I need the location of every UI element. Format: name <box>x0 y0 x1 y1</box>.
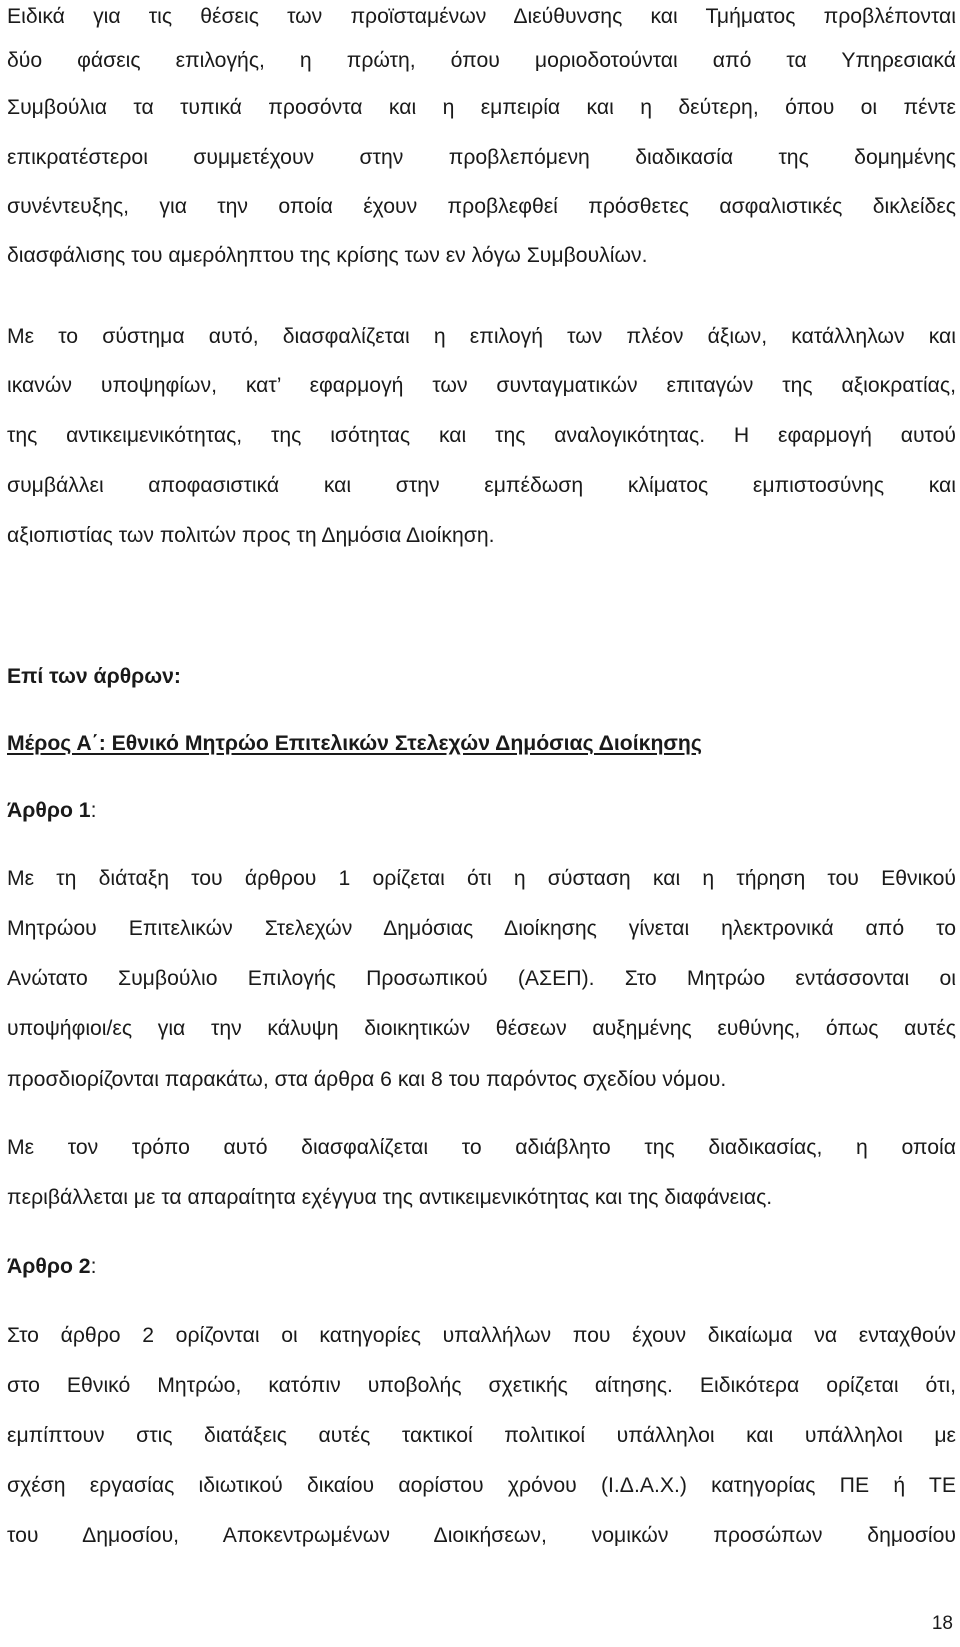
paragraph-1-line-4: επικρατέστεροι συμμετέχουν στην προβλεπόμενη διαδικασία της δομημένης <box>7 146 956 169</box>
paragraph-3-line-4: υποψήφιοι/ες για την κάλυψη διοικητικών θέσεων αυξημένης ευθύνης, όπως αυτές <box>7 1017 956 1040</box>
part-a-heading: Μέρος Α΄: Εθνικό Μητρώο Επιτελικών Στελεχών Δημόσιας Διοίκησης <box>7 732 702 755</box>
paragraph-3-line-2: Μητρώου Επιτελικών Στελεχών Δημόσιας Διοίκησης γίνεται ηλεκτρονικά από το <box>7 917 956 940</box>
paragraph-5-line-4: σχέση εργασίας ιδιωτικού δικαίου αορίστου χρόνου (Ι.Δ.Α.Χ.) κατηγορίας ΠΕ ή ΤΕ <box>7 1474 956 1497</box>
paragraph-5-line-1: Στο άρθρο 2 ορίζονται οι κατηγορίες υπαλλήλων που έχουν δικαίωμα να ενταχθούν <box>7 1324 956 1347</box>
articles-title: Επί των άρθρων: <box>7 665 181 688</box>
paragraph-2-line-1: Με το σύστημα αυτό, διασφαλίζεται η επιλογή των πλέον άξιων, κατάλληλων και <box>7 325 956 348</box>
paragraph-2-line-4: συμβάλλει αποφασιστικά και στην εμπέδωση κλίματος εμπιστοσύνης και <box>7 474 956 497</box>
paragraph-4-line-1: Με τον τρόπο αυτό διασφαλίζεται το αδιάβλητο της διαδικασίας, η οποία <box>7 1136 956 1159</box>
article-2-heading <box>7 1253 956 1281</box>
article-1-colon: : <box>90 799 97 822</box>
paragraph-2-line-5: αξιοπιστίας των πολιτών προς τη Δημόσια Διοίκηση. <box>7 524 495 547</box>
article-1-heading <box>7 797 956 825</box>
paragraph-1-line-3: Συμβούλια τα τυπικά προσόντα και η εμπειρία και η δεύτερη, όπου οι πέντε <box>7 96 956 119</box>
paragraph-1-line-1: Ειδικά για τις θέσεις των προϊσταμένων Διεύθυνσης και Τμήματος προβλέπονται <box>7 5 956 28</box>
article-2-word: Άρθρο 2 <box>7 1255 91 1278</box>
paragraph-3-line-3: Ανώτατο Συμβούλιο Επιλογής Προσωπικού (ΑΣΕΠ). Στο Μητρώο εντάσσονται οι <box>7 967 956 990</box>
page-number: 18 <box>931 1613 953 1634</box>
paragraph-3-line-1: Με τη διάταξη του άρθρου 1 ορίζεται ότι η σύσταση και η τήρηση του Εθνικού <box>7 867 956 890</box>
paragraph-2-line-3: της αντικειμενικότητας, της ισότητας και της αναλογικότητας. Η εφαρμογή αυτού <box>7 424 956 447</box>
article-2-colon: : <box>90 1255 97 1278</box>
paragraph-1-line-2: δύο φάσεις επιλογής, η πρώτη, όπου μοριοδοτούνται από τα Υπηρεσιακά <box>7 49 956 72</box>
paragraph-1-line-5: συνέντευξης, για την οποία έχουν προβλεφθεί πρόσθετες ασφαλιστικές δικλείδες <box>7 195 956 218</box>
paragraph-2-line-2: ικανών υποψηφίων, κατ’ εφαρμογή των συνταγματικών επιταγών της αξιοκρατίας, <box>7 374 956 397</box>
paragraph-1-line-6: διασφάλισης του αμερόληπτου της κρίσης των εν λόγω Συμβουλίων. <box>7 244 648 267</box>
article-1-word: Άρθρο 1 <box>7 799 91 822</box>
paragraph-5-line-2: στο Εθνικό Μητρώο, κατόπιν υποβολής σχετικής αίτησης. Ειδικότερα ορίζεται ότι, <box>7 1374 956 1397</box>
paragraph-5-line-5: του Δημοσίου, Αποκεντρωμένων Διοικήσεων, νομικών προσώπων δημοσίου <box>7 1524 956 1547</box>
paragraph-3-line-5: προσδιορίζονται παρακάτω, στα άρθρα 6 και 8 του παρόντος σχεδίου νόμου. <box>7 1068 727 1091</box>
paragraph-4-line-2: περιβάλλεται με τα απαραίτητα εχέγγυα της αντικειμενικότητας και της διαφάνειας. <box>7 1186 773 1209</box>
paragraph-5-line-3: εμπίπτουν στις διατάξεις αυτές τακτικοί πολιτικοί υπάλληλοι και υπάλληλοι με <box>7 1424 956 1447</box>
